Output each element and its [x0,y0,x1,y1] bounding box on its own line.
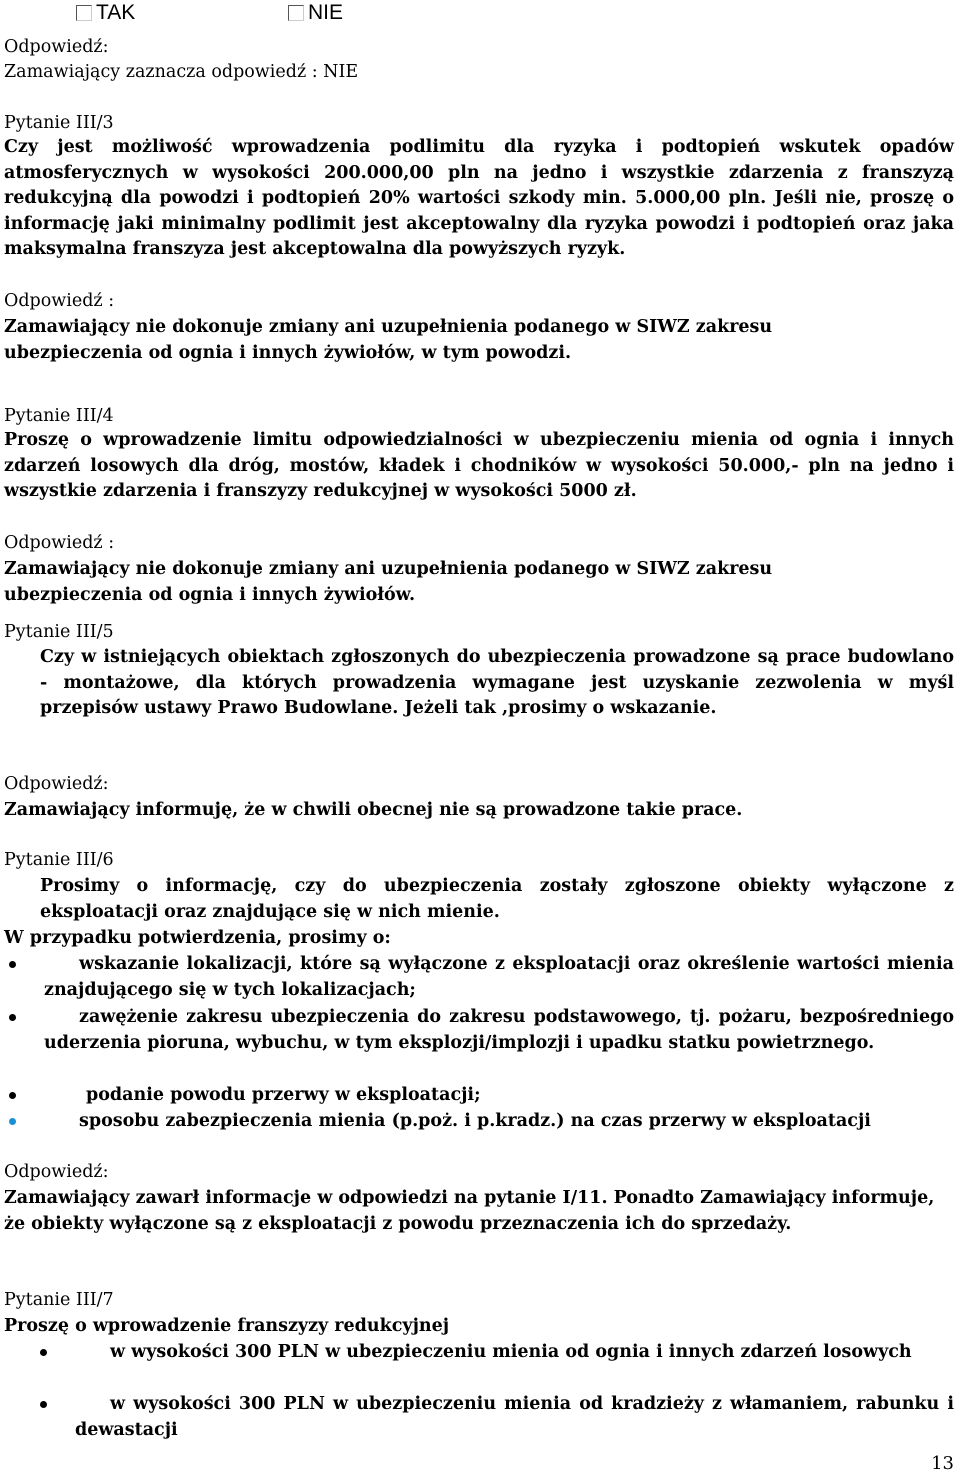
question-intro: W przypadku potwierdzenia, prosimy o: [4,928,391,948]
yes-no-checkboxes [0,0,960,26]
bullet-icon [9,1118,16,1125]
checkbox-yes-label: TAK [96,1,136,24]
question-title: Pytanie III/3 [4,113,114,133]
answer-label: Odpowiedź : [4,533,115,553]
checkbox-yes[interactable] [76,1,135,25]
bullet-icon [9,1014,16,1021]
checkbox-icon [288,5,304,21]
checkbox-icon [76,5,92,21]
answer-label: Odpowiedź: [4,37,109,57]
bullet-icon [9,1092,16,1099]
question-title: Pytanie III/5 [4,622,114,642]
list-item: zawężenie zakresu ubezpieczenia do zakresu podstawowego, tj. pożaru, bezpośredniego uderzenia pioruna, wybuchu, w tym eksplozji/implozji i upadku statku powietrznego. [44,1007,954,1053]
bullet-icon [40,1349,47,1356]
answer-label: Odpowiedź: [4,1162,109,1182]
answer-text: Zamawiający nie dokonuje zmiany ani uzupełnienia podanego w SIWZ zakresu ubezpieczenia od ognia i innych żywiołów, w tym powodzi. [4,317,773,363]
checkbox-no-label: NIE [308,1,344,24]
list-item: sposobu zabezpieczenia mienia (p.poż. i p.kradz.) na czas przerwy w eksploatacji [79,1111,871,1131]
question-text: Proszę o wprowadzenie limitu odpowiedzialności w ubezpieczeniu mienia od ognia i innych zdarzeń losowych dla dróg, mostów, kładek i chodników w wysokości 50.000,- pln na jedno i wszystkie zdarzenia i franszyzy redukcyjnej w wysokości 5000 zł. [4,430,954,502]
question-title: Pytanie III/7 [4,1290,114,1310]
list-item: w wysokości 300 PLN w ubezpieczeniu mienia od kradzieży z włamaniem, rabunku i dewastacji [75,1394,954,1440]
page-number: 13 [931,1453,954,1474]
question-title: Pytanie III/4 [4,406,114,426]
question-text: Czy jest możliwość wprowadzenia podlimitu dla ryzyka i podtopień wskutek opadów atmosferycznych w wysokości 200.000,00 pln na jedno i wszystkie zdarzenia z franszyzą redukcyjną dla powodzi i podtopień 20% wartości szkody min. 5.000,00 pln. Jeśli nie, proszę o informację jaki minimalny podlimit jest akceptowalny dla ryzyka powodzi i podtopień oraz jaka maksymalna franszyza jest akceptowalna dla powyższych ryzyk. [4,137,954,260]
checkbox-no[interactable] [288,1,343,25]
list-item: podanie powodu przerwy w eksploatacji; [86,1085,481,1105]
answer-text: Zamawiający zawarł informacje w odpowiedzi na pytanie I/11. Ponadto Zamawiający informuje, że obiekty wyłączone są z eksploatacji z powodu przeznaczenia ich do sprzedaży. [4,1188,935,1234]
question-text: Czy w istniejących obiektach zgłoszonych do ubezpieczenia prowadzone są prace budowlano - montażowe, dla których prowadzenia wymagane jest uzyskanie zezwolenia w myśl przepisów ustawy Prawo Budowlane. Jeżeli tak ,prosimy o wskazanie. [40,647,954,719]
answer-text: Zamawiający nie dokonuje zmiany ani uzupełnienia podanego w SIWZ zakresu ubezpieczenia od ognia i innych żywiołów. [4,559,773,605]
answer-text: Zamawiający zaznacza odpowiedź : NIE [4,62,359,82]
bullet-icon [40,1401,47,1408]
question-text: Prosimy o informację, czy do ubezpieczenia zostały zgłoszone obiekty wyłączone z eksploatacji oraz znajdujące się w nich mienie. [40,876,954,922]
list-item: wskazanie lokalizacji, które są wyłączone z eksploatacji oraz określenie wartości mienia znajdującego się w tych lokalizacjach; [44,954,954,1000]
question-title: Pytanie III/6 [4,850,114,870]
bullet-icon [9,961,16,968]
answer-label: Odpowiedź : [4,291,115,311]
question-intro: Proszę o wprowadzenie franszyzy redukcyjnej [4,1316,450,1336]
answer-label: Odpowiedź: [4,774,109,794]
answer-text: Zamawiający informuję, że w chwili obecnej nie są prowadzone takie prace. [4,800,743,820]
list-item: w wysokości 300 PLN w ubezpieczeniu mienia od ognia i innych zdarzeń losowych [110,1342,912,1362]
